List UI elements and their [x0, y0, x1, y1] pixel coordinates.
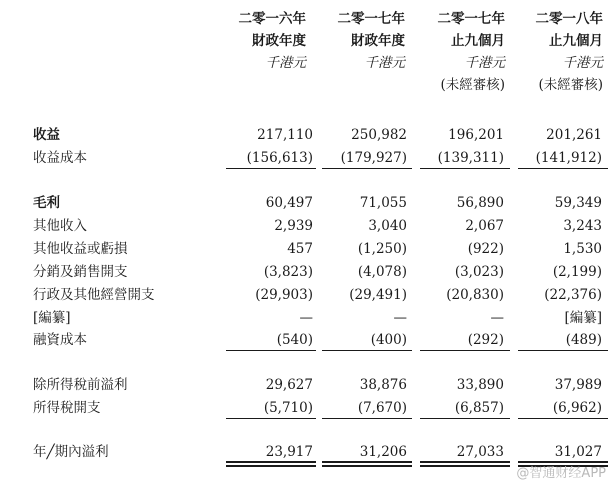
cell-value: —	[393, 310, 407, 326]
cell-value: 59,349	[554, 195, 602, 211]
cell-value: (3,823)	[263, 264, 313, 280]
cell-value: 56,890	[456, 195, 504, 211]
table-row-profit-before-tax	[0, 374, 612, 396]
cell-value: —	[490, 310, 504, 326]
cell-value: (29,903)	[255, 287, 313, 303]
table-row-revenue	[0, 124, 612, 146]
column-header-unit: 千港元	[464, 55, 505, 71]
row-label: 分銷及銷售開支	[33, 264, 128, 280]
column-header-line2: 財政年度	[351, 33, 405, 49]
watermark: @智通财经APP	[516, 466, 606, 481]
cell-value: 201,261	[546, 127, 602, 143]
cell-value: —	[299, 310, 313, 326]
row-label: 其他收入	[33, 218, 87, 234]
table-row-profit-for-period	[0, 441, 612, 463]
cell-value: (20,830)	[446, 287, 504, 303]
cell-value: 60,497	[265, 195, 313, 211]
cell-value: (922)	[467, 241, 504, 257]
cell-value: (156,613)	[246, 150, 313, 166]
row-label: 收益	[33, 127, 60, 143]
column-header-note: (未經審核)	[440, 77, 505, 93]
column-header-fy2017	[305, 8, 405, 74]
column-header-line2: 止九個月	[451, 33, 505, 49]
column-header-9m2017	[405, 8, 505, 96]
cell-value: (141,912)	[535, 150, 602, 166]
table-row-other-gains-losses	[0, 238, 612, 260]
row-label: [編纂]	[33, 310, 71, 326]
cell-value: 250,982	[351, 127, 407, 143]
cell-value: (6,962)	[552, 400, 602, 416]
row-label: 所得稅開支	[33, 400, 101, 416]
cell-value: 31,027	[554, 444, 602, 460]
table-row-cost-of-revenue	[0, 147, 612, 169]
column-header-9m2018	[503, 8, 603, 96]
subtotal-rule	[322, 418, 412, 419]
subtotal-rule	[518, 350, 608, 351]
cell-value: (540)	[276, 332, 313, 348]
column-header-note: (未經審核)	[538, 77, 603, 93]
subtotal-rule	[518, 418, 608, 419]
cell-value: 2,939	[274, 218, 313, 234]
row-label: 年╱期內溢利	[33, 444, 109, 460]
column-header-unit: 千港元	[265, 55, 306, 71]
row-label: 毛利	[33, 195, 60, 211]
subtotal-rule	[420, 168, 510, 169]
cell-value: (6,857)	[454, 400, 504, 416]
row-label: 其他收益或虧損	[33, 241, 128, 257]
table-row-distribution-selling-expenses	[0, 261, 612, 283]
cell-value: 71,055	[359, 195, 407, 211]
cell-value: 3,040	[368, 218, 407, 234]
cell-value: (5,710)	[263, 400, 313, 416]
subtotal-rule	[420, 418, 510, 419]
column-header-unit: 千港元	[562, 55, 603, 71]
total-double-rule	[322, 461, 412, 463]
cell-value: 29,627	[265, 377, 313, 393]
cell-value: 217,110	[257, 127, 313, 143]
column-header-line1: 二零一六年	[238, 11, 306, 27]
column-header-line1: 二零一七年	[337, 11, 405, 27]
total-double-rule	[322, 465, 412, 467]
row-label: 融資成本	[33, 332, 87, 348]
subtotal-rule	[322, 168, 412, 169]
table-row-redacted	[0, 307, 612, 329]
cell-value: (22,376)	[544, 287, 602, 303]
cell-value: (1,250)	[357, 241, 407, 257]
cell-value: 38,876	[359, 377, 407, 393]
cell-value: 196,201	[448, 127, 504, 143]
table-row-gross-profit	[0, 192, 612, 214]
table-row-other-income	[0, 215, 612, 237]
subtotal-rule	[518, 168, 608, 169]
cell-value: 3,243	[563, 218, 602, 234]
total-double-rule	[420, 465, 510, 467]
column-header-line1: 二零一七年	[437, 11, 505, 27]
total-double-rule	[226, 461, 316, 463]
subtotal-rule	[322, 350, 412, 351]
column-header-fy2016	[206, 8, 306, 74]
cell-value: (292)	[467, 332, 504, 348]
subtotal-rule	[226, 168, 316, 169]
cell-value: 37,989	[554, 377, 602, 393]
cell-value: 33,890	[456, 377, 504, 393]
row-label: 除所得稅前溢利	[33, 377, 128, 393]
table-row-finance-costs	[0, 329, 612, 351]
cell-value: 457	[287, 241, 313, 257]
cell-value: 1,530	[563, 241, 602, 257]
cell-value: (7,670)	[357, 400, 407, 416]
column-header-unit: 千港元	[364, 55, 405, 71]
cell-value: (400)	[370, 332, 407, 348]
cell-value: 2,067	[465, 218, 504, 234]
row-label: 行政及其他經營開支	[33, 287, 155, 303]
total-double-rule	[226, 465, 316, 467]
cell-value: (489)	[565, 332, 602, 348]
cell-value: (29,491)	[349, 287, 407, 303]
subtotal-rule	[226, 418, 316, 419]
subtotal-rule	[226, 350, 316, 351]
column-header-line2: 財政年度	[252, 33, 306, 49]
cell-value: 23,917	[265, 444, 313, 460]
cell-value: 27,033	[456, 444, 504, 460]
row-label: 收益成本	[33, 150, 87, 166]
column-header-line1: 二零一八年	[535, 11, 603, 27]
cell-value: (4,078)	[357, 264, 407, 280]
cell-value: [編纂]	[564, 310, 602, 326]
table-row-admin-operating-expenses	[0, 284, 612, 306]
column-header-line2: 止九個月	[549, 33, 603, 49]
subtotal-rule	[420, 350, 510, 351]
cell-value: (3,023)	[454, 264, 504, 280]
cell-value: (2,199)	[552, 264, 602, 280]
cell-value: (139,311)	[437, 150, 504, 166]
cell-value: (179,927)	[340, 150, 407, 166]
table-row-income-tax-expense	[0, 397, 612, 419]
cell-value: 31,206	[359, 444, 407, 460]
total-double-rule	[420, 461, 510, 463]
